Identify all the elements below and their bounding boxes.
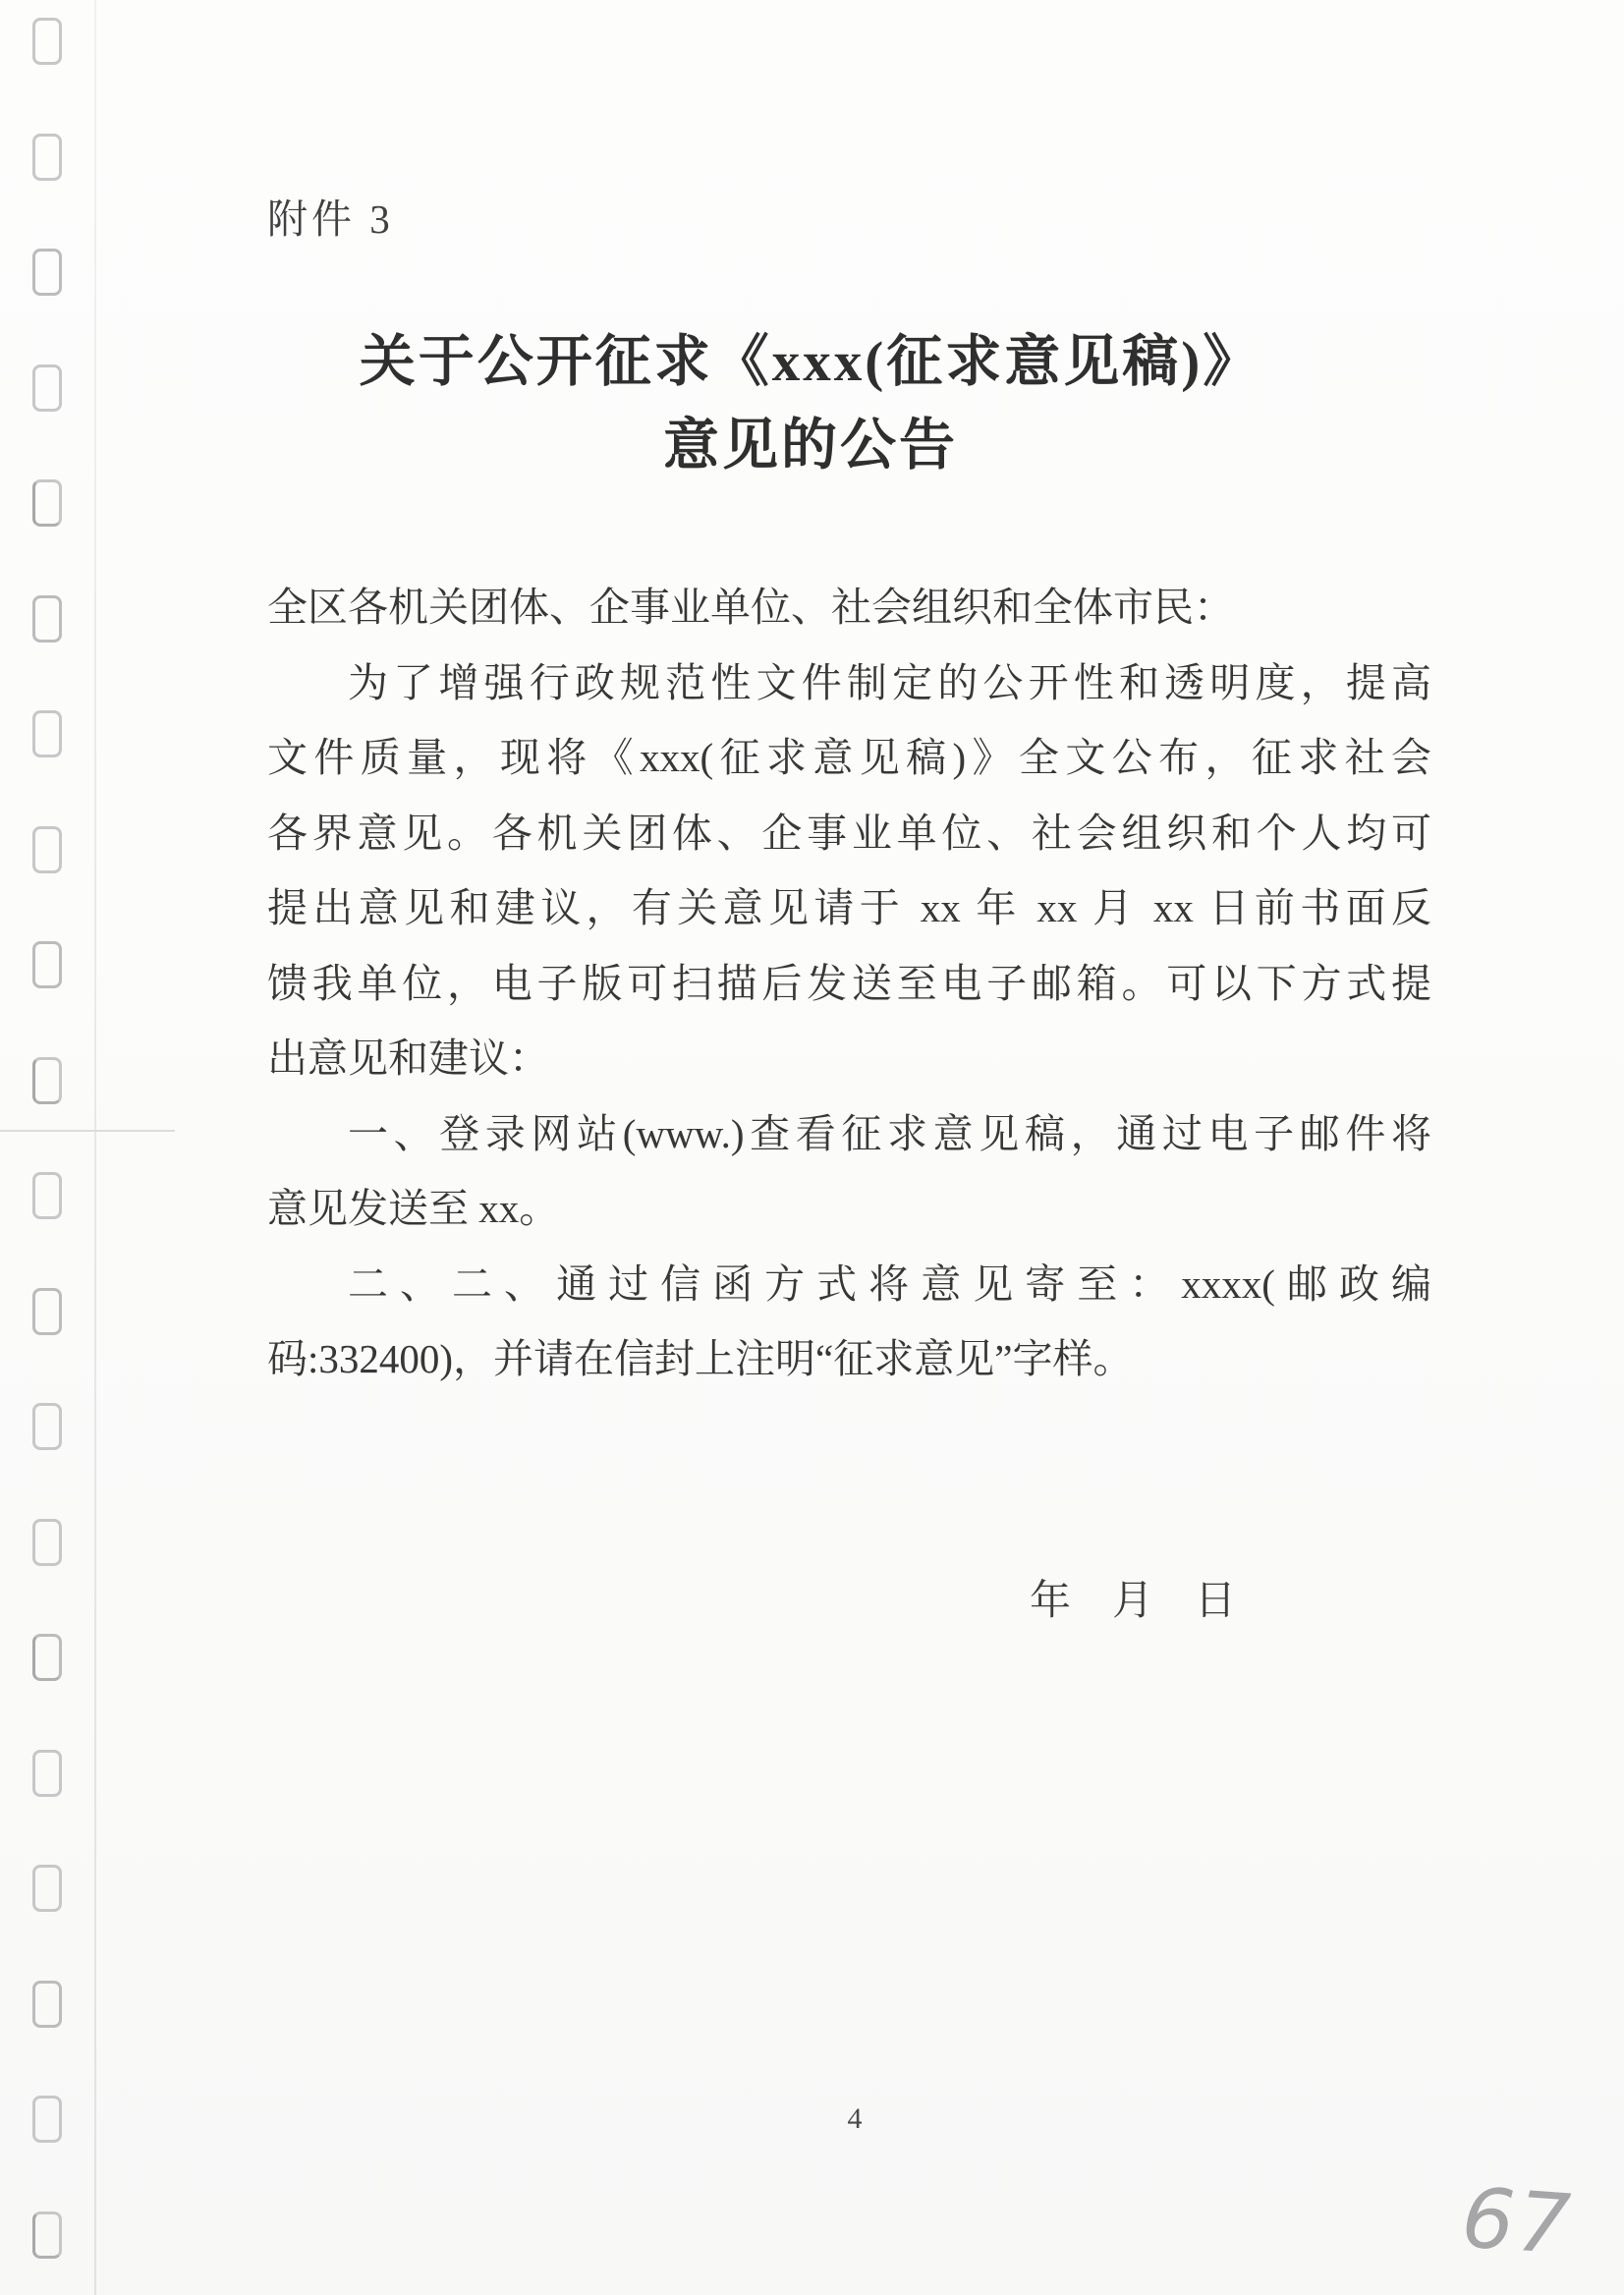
- body-line: 出意见和建议：: [267, 1036, 549, 1081]
- binder-hole: [32, 134, 62, 181]
- binder-hole: [32, 1288, 62, 1335]
- body-line: 全区各机关团体、企事业单位、社会组织和全体市民：: [267, 585, 1234, 630]
- handwritten-page-number: 67: [1458, 2169, 1577, 2273]
- title-line-2: 意见的公告: [663, 415, 958, 476]
- body-line: 一、登录网站(www.)查看征求意见稿，通过电子邮件将: [348, 1110, 1431, 1156]
- binder-hole: [32, 1865, 62, 1912]
- body-line: 提出意见和建议，有关意见请于 xx 年 xx 月 xx 日前书面反: [267, 885, 1431, 930]
- binder-hole: [32, 18, 62, 65]
- body-line: 文件质量，现将《xxx(征求意见稿)》全文公布，征求社会: [267, 735, 1431, 780]
- body-line: 馈我单位，电子版可扫描后发送至电子邮箱。可以下方式提: [267, 960, 1431, 1006]
- binder-hole: [32, 1403, 62, 1450]
- body-line: 码:332400)，并请在信封上注明“征求意见”字样。: [267, 1336, 1134, 1381]
- document-body: [267, 570, 1431, 1397]
- scan-artifact-line: [0, 1130, 175, 1132]
- binder-hole: [32, 2211, 62, 2259]
- binder-hole: [32, 1750, 62, 1797]
- binder-hole: [32, 941, 62, 988]
- body-line: 意见发送至 xx。: [267, 1186, 560, 1231]
- binder-hole: [32, 2096, 62, 2143]
- binder-hole: [32, 1172, 62, 1219]
- title-line-1: 关于公开征求《xxx(征求意见稿)》: [359, 331, 1262, 393]
- date-line: 年 月 日: [1030, 1579, 1237, 1624]
- body-line: 二、二、通过信函方式将意见寄至：xxxx(邮政编: [348, 1260, 1431, 1307]
- body-line: 各界意见。各机关团体、企事业单位、社会组织和个人均可: [267, 810, 1431, 856]
- binder-hole: [32, 1634, 62, 1681]
- binder-hole: [32, 595, 62, 643]
- binder-hole: [32, 710, 62, 757]
- binder-hole: [32, 249, 62, 296]
- page-number: 4: [847, 2102, 863, 2135]
- binder-hole: [32, 1519, 62, 1566]
- binder-hole: [32, 1057, 62, 1104]
- attachment-label: 附件 3: [267, 196, 394, 242]
- binder-hole: [32, 826, 62, 873]
- binder-hole: [32, 1981, 62, 2028]
- body-line: 为了增强行政规范性文件制定的公开性和透明度，提高: [348, 659, 1431, 705]
- document-title: [20, 320, 1601, 487]
